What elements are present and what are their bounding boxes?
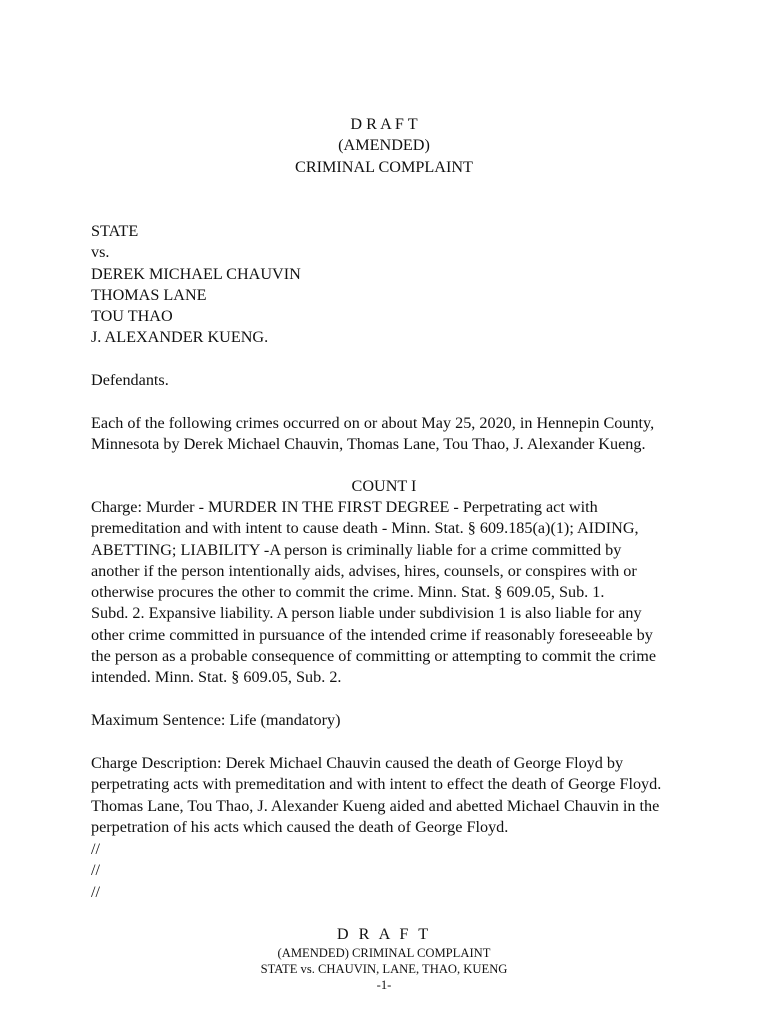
defendant-name: DEREK MICHAEL CHAUVIN: [91, 264, 301, 283]
document-header: [0, 114, 768, 178]
footer-title: (AMENDED) CRIMINAL COMPLAINT: [277, 946, 491, 960]
description-line: Thomas Lane, Tou Thao, J. Alexander Kueng aided and abetted Michael Chauvin in the: [91, 796, 660, 815]
versus-label: vs.: [91, 243, 110, 262]
defendant-name: THOMAS LANE: [91, 285, 207, 304]
state-party: STATE: [91, 222, 139, 240]
description-line: Charge Description: Derek Michael Chauvin caused the death of George Floyd by: [91, 754, 624, 772]
description-line: perpetration of his acts which caused the death of George Floyd.: [91, 817, 509, 836]
amended-label: (AMENDED): [338, 136, 430, 155]
footer-draft-label: D R A F T: [336, 925, 432, 943]
case-caption: [91, 221, 721, 349]
charge-line: ABETTING; LIABILITY -A person is criminally liable for a crime committed by: [91, 540, 622, 559]
page-footer: [0, 924, 768, 993]
continuation-slash: //: [91, 840, 100, 858]
charge-description: [91, 753, 721, 838]
continuation-slash: //: [91, 882, 100, 901]
charge-line: Subd. 2. Expansive liability. A person liable under subdivision 1 is also liable for any: [91, 604, 642, 623]
charge-line: the person as a probable consequence of committing or attempting to commit the crime: [91, 647, 657, 666]
charge-line: other crime committed in pursuance of the intended crime if reasonably foreseeable by: [91, 625, 653, 644]
defendant-name: J. ALEXANDER KUENG.: [91, 328, 269, 347]
charge-line: another if the person intentionally aids, advises, hires, counsels, or conspires with or: [91, 561, 637, 580]
continuation-slash: //: [91, 861, 100, 880]
occurrence-statement: [91, 413, 721, 456]
draft-watermark-heading: D R A F T: [350, 115, 418, 133]
maximum-sentence-block: [91, 710, 721, 731]
defendant-name: TOU THAO: [91, 307, 173, 326]
charge-line: intended. Minn. Stat. § 609.05, Sub. 2.: [91, 668, 342, 687]
defendants-label: Defendants.: [91, 371, 169, 389]
maximum-sentence: Maximum Sentence: Life (mandatory): [91, 711, 341, 729]
count-title: COUNT I: [351, 477, 417, 495]
charge-line: Charge: Murder - MURDER IN THE FIRST DEGREE - Perpetrating act with: [91, 498, 598, 516]
occurrence-line: Minnesota by Derek Michael Chauvin, Thomas Lane, Tou Thao, J. Alexander Kueng.: [91, 435, 646, 454]
document-title: CRIMINAL COMPLAINT: [295, 157, 473, 176]
charge-line: otherwise procures the other to commit the crime. Minn. Stat. § 609.05, Sub. 1.: [91, 583, 605, 602]
defendants-label-block: [91, 370, 721, 391]
footer-parties: STATE vs. CHAUVIN, LANE, THAO, KUENG: [260, 962, 508, 976]
charge-line: premeditation and with intent to cause death - Minn. Stat. § 609.185(a)(1); AIDING,: [91, 519, 639, 538]
charge-paragraph: [91, 497, 721, 689]
page-number: -1-: [376, 978, 392, 992]
description-line: perpetrating acts with premeditation and with intent to effect the death of George Floyd.: [91, 775, 662, 794]
continuation-marks: [91, 839, 721, 903]
occurrence-line: Each of the following crimes occurred on or about May 25, 2020, in Hennepin County,: [91, 414, 655, 432]
